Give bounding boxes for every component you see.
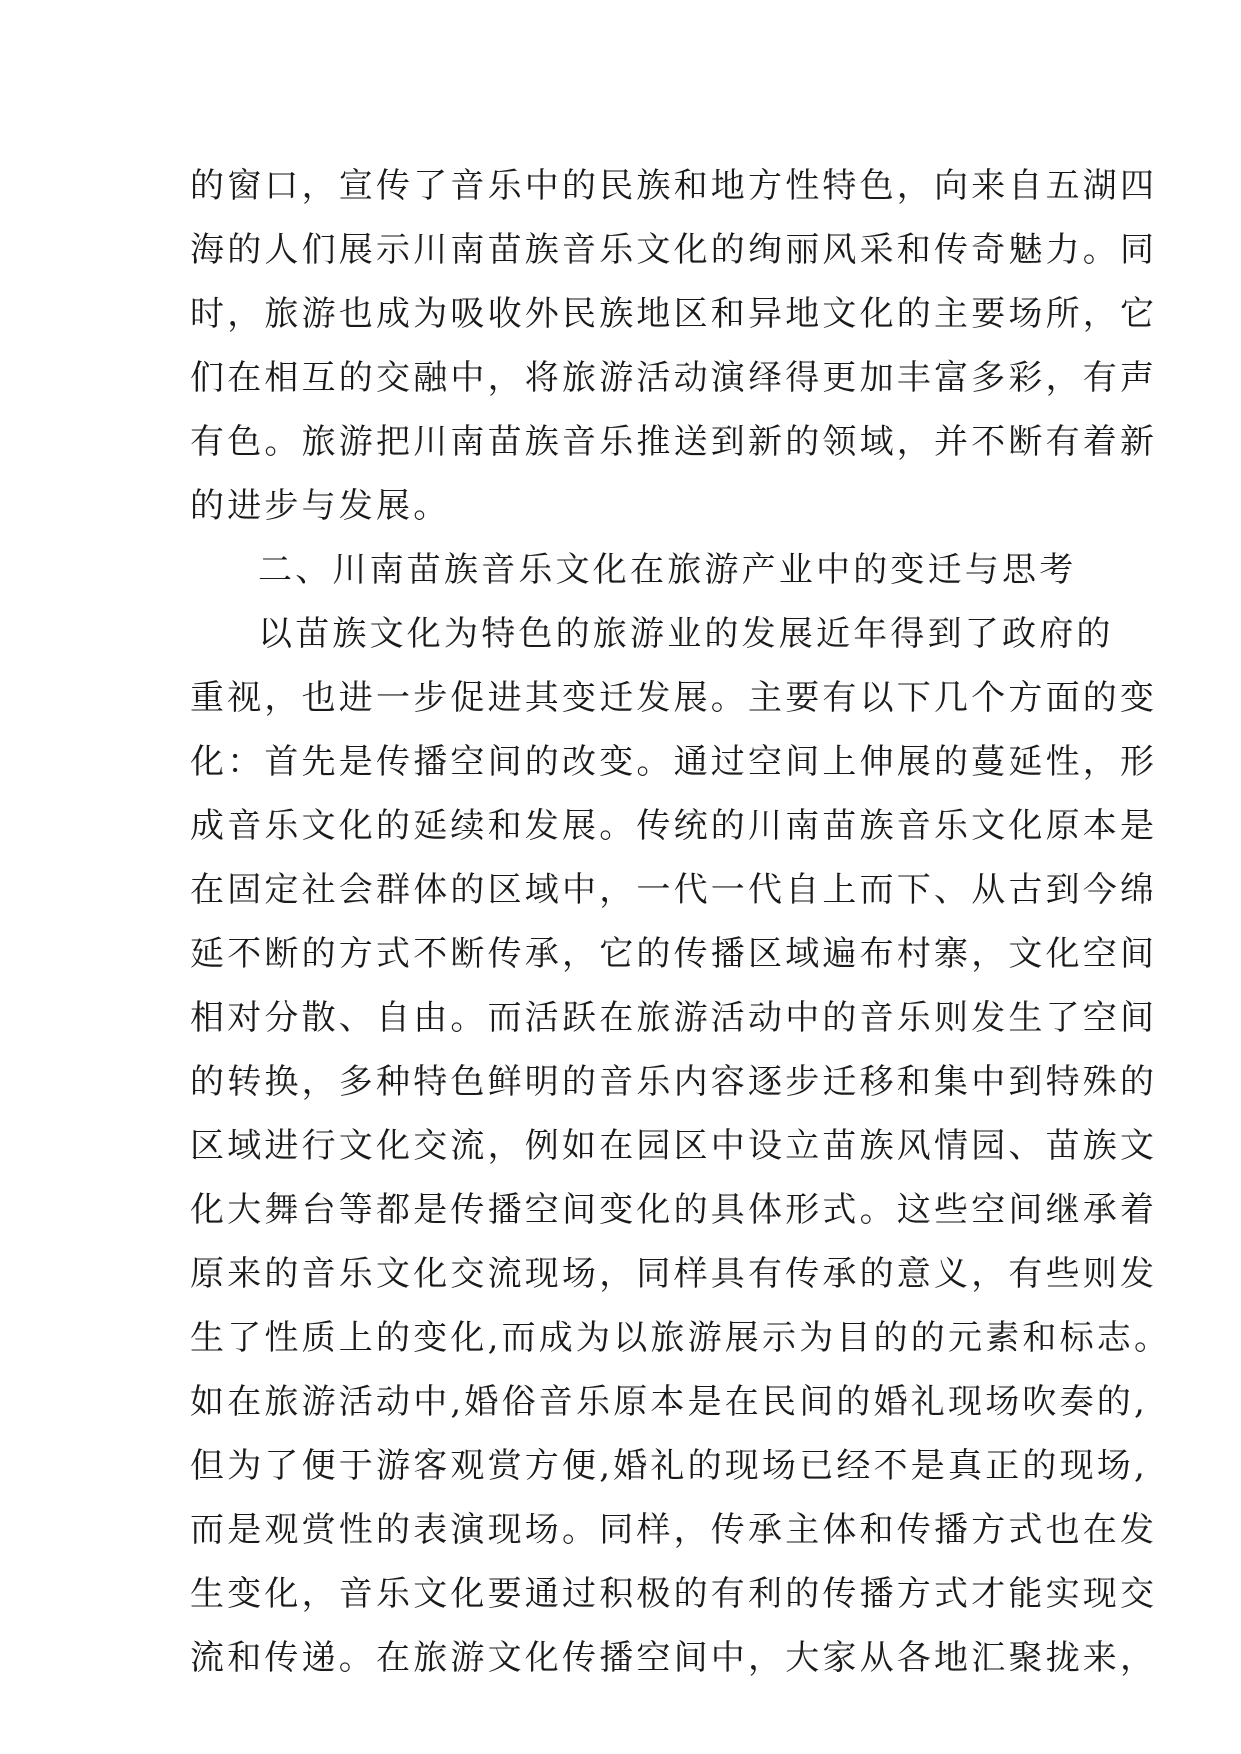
text-line: 们在相互的交融中，将旅游活动演绎得更加丰富多彩，有声 <box>190 358 1158 398</box>
text-line: 在固定社会群体的区域中，一代一代自上而下、从古到今绵 <box>190 870 1158 910</box>
text-line: 而是观赏性的表演现场。同样，传承主体和传播方式也在发 <box>190 1510 1158 1550</box>
text-line: 的转换，多种特色鲜明的音乐内容逐步迁移和集中到特殊的 <box>190 1062 1158 1102</box>
body-text <box>190 154 1172 1690</box>
text-line: 海的人们展示川南苗族音乐文化的绚丽风采和传奇魅力。同 <box>190 230 1158 270</box>
text-line: 有色。旅游把川南苗族音乐推送到新的领域，并不断有着新 <box>190 422 1158 462</box>
text-line: 生变化，音乐文化要通过积极的有利的传播方式才能实现交 <box>190 1574 1158 1614</box>
text-line: 延不断的方式不断传承，它的传播区域遍布村寨，文化空间 <box>190 934 1158 974</box>
text-line: 的进步与发展。 <box>190 486 451 526</box>
paragraph-start: 以苗族文化为特色的旅游业的发展近年得到了政府的 <box>258 614 1114 654</box>
text-line: 时，旅游也成为吸收外民族地区和异地文化的主要场所，它 <box>190 294 1158 334</box>
text-line: 相对分散、自由。而活跃在旅游活动中的音乐则发生了空间 <box>190 998 1158 1038</box>
text-line: 区域进行文化交流，例如在园区中设立苗族风情园、苗族文 <box>190 1126 1158 1166</box>
text-line: 生了性质上的变化,而成为以旅游展示为目的的元素和标志。 <box>190 1318 1172 1358</box>
text-line: 重视，也进一步促进其变迁发展。主要有以下几个方面的变 <box>190 678 1158 718</box>
text-line: 的窗口，宣传了音乐中的民族和地方性特色，向来自五湖四 <box>190 166 1158 206</box>
text-line: 原来的音乐文化交流现场，同样具有传承的意义，有些则发 <box>190 1254 1158 1294</box>
text-line: 但为了便于游客观赏方便,婚礼的现场已经不是真正的现场, <box>190 1446 1149 1486</box>
text-line: 成音乐文化的延续和发展。传统的川南苗族音乐文化原本是 <box>190 806 1158 846</box>
text-line: 如在旅游活动中,婚俗音乐原本是在民间的婚礼现场吹奏的, <box>190 1382 1149 1422</box>
text-line: 流和传递。在旅游文化传播空间中，大家从各地汇聚拢来， <box>190 1638 1158 1678</box>
section-heading: 二、川南苗族音乐文化在旅游产业中的变迁与思考 <box>258 550 1077 590</box>
text-line: 化：首先是传播空间的改变。通过空间上伸展的蔓延性，形 <box>190 742 1158 782</box>
text-line: 化大舞台等都是传播空间变化的具体形式。这些空间继承着 <box>190 1190 1158 1230</box>
